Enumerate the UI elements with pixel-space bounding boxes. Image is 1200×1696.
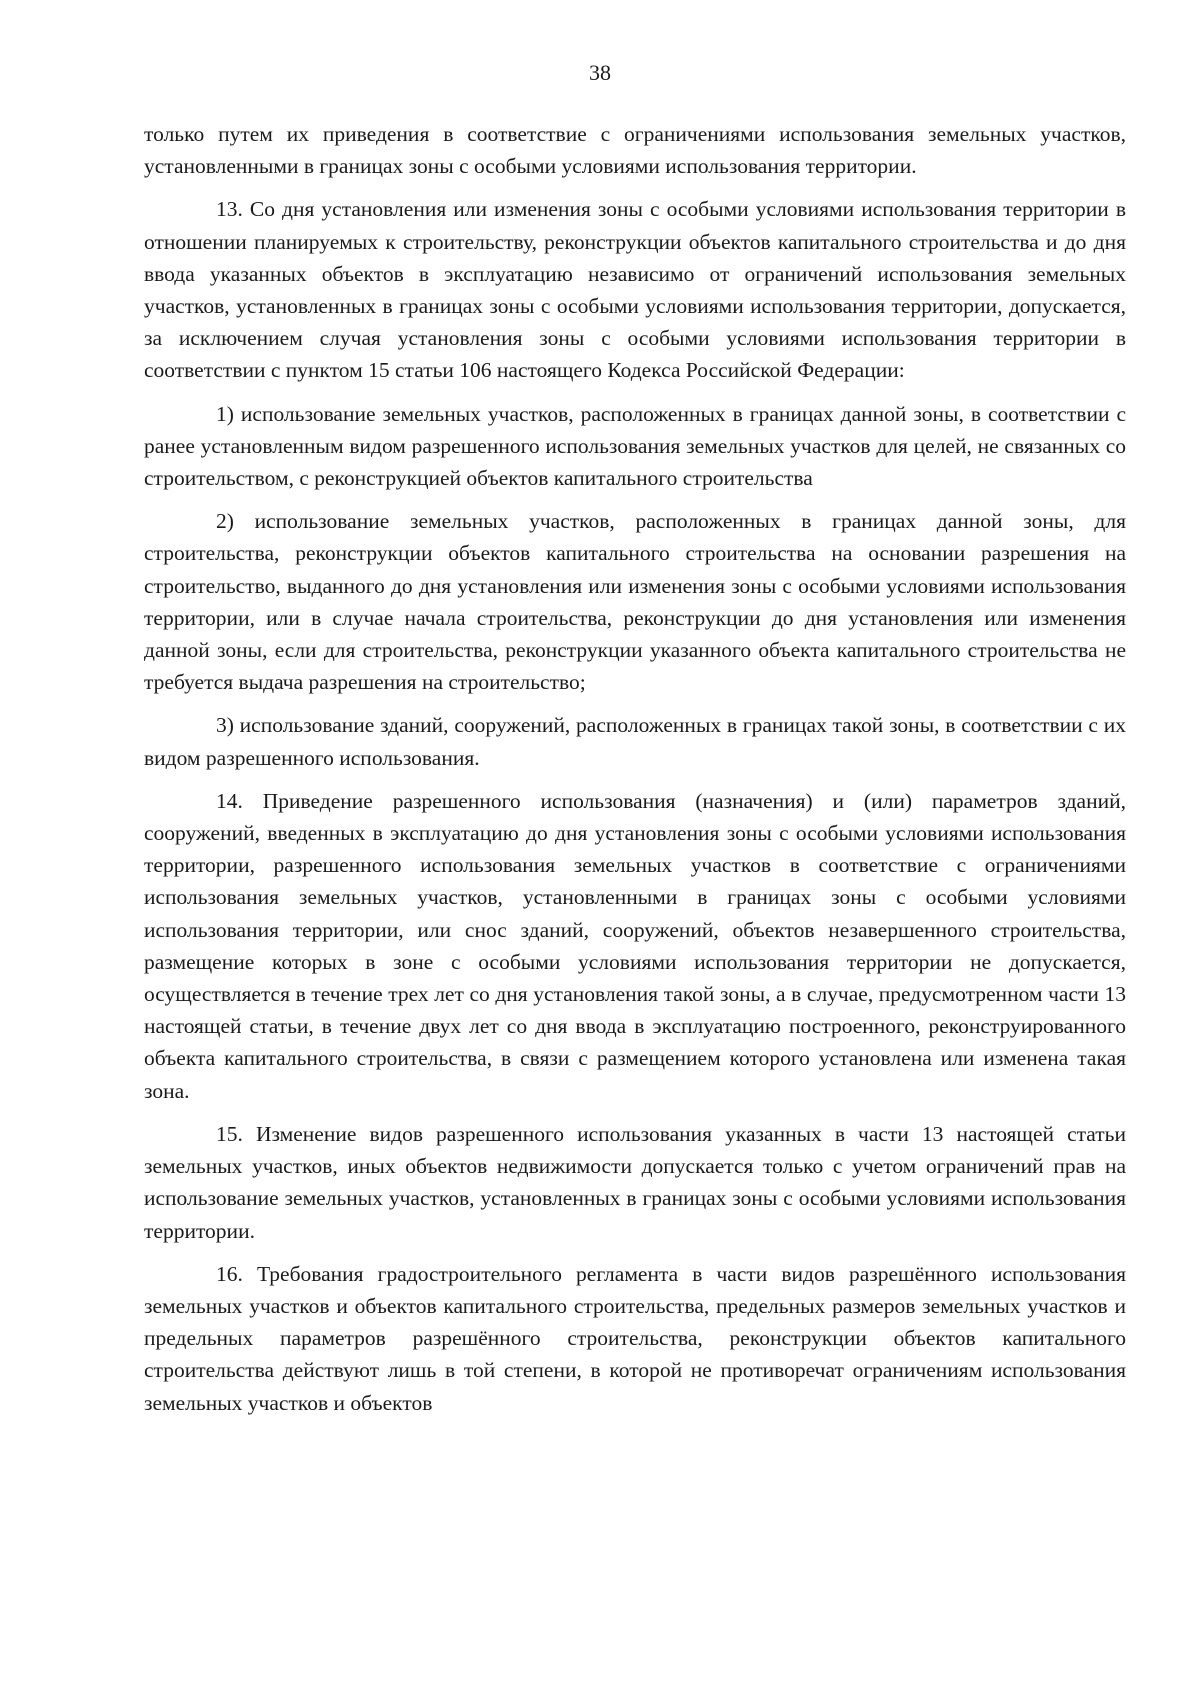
paragraph-item-3: 3) использование зданий, сооружений, расположенных в границах такой зоны, в соответствии с их видом разрешенного использования. [144, 713, 1126, 770]
paragraph-clause-15: 15. Изменение видов разрешенного использования указанных в части 13 настоящей статьи земельных участков, иных объектов недвижимости допускается только с учетом ограничений прав на использование земельных участков, установленных в границах зоны с особыми условиями использования территории. [144, 1121, 1126, 1243]
paragraph-clause-16: 16. Требования градостроительного регламента в части видов разрешённого использования земельных участков и объектов капитального строительства, предельных размеров земельных участков и предельных параметров разрешённого строительства, реконструкции объектов капитального строительства действуют лишь в той степени, в которой не противоречат ограничениям использования земельных участков и объектов [144, 1261, 1126, 1415]
paragraph-clause-13: 13. Со дня установления или изменения зоны с особыми условиями использования территории в отношении планируемых к строительству, реконструкции объектов капитального строительства и до дня ввода указанных объектов в эксплуатацию независимо от ограничений использования земельных участков, установленных в границах зоны с особыми условиями использования территории, допускается, за исключением случая установления зоны с особыми условиями использования территории в соответствии с пунктом 15 статьи 106 настоящего Кодекса Российской Федерации: [144, 197, 1126, 383]
paragraph-item-2: 2) использование земельных участков, расположенных в границах данной зоны, для строительства, реконструкции объектов капитального строительства на основании разрешения на строительство, выданного до дня установления или изменения зоны с особыми условиями использования территории, или в случае начала строительства, реконструкции до дня установления или изменения данной зоны, если для строительства, реконструкции указанного объекта капитального строительства не требуется выдача разрешения на строительство; [144, 509, 1126, 695]
paragraph-continuation: только путем их приведения в соответствие с ограничениями использования земельных участков, установленными в границах зоны с особыми условиями использования территории. [144, 122, 1126, 179]
document-body [144, 118, 1126, 1419]
paragraph-clause-14: 14. Приведение разрешенного использования (назначения) и (или) параметров зданий, сооружений, введенных в эксплуатацию до дня установления зоны с особыми условиями использования территории, разрешенного использования земельных участков в соответствие с ограничениями использования земельных участков, установленными в границах зоны с особыми условиями использования территории, или снос зданий, сооружений, объектов незавершенного строительства, размещение которых в зоне с особыми условиями использования территории не допускается, осуществляется в течение трех лет со дня установления такой зоны, а в случае, предусмотренном части 13 настоящей статьи, в течение двух лет со дня ввода в эксплуатацию построенного, реконструированного объекта капитального строительства, в связи с размещением которого установлена или изменена такая зона. [144, 788, 1126, 1103]
paragraph-item-1: 1) использование земельных участков, расположенных в границах данной зоны, в соответствии с ранее установленным видом разрешенного использования земельных участков для целей, не связанных со строительством, с реконструкцией объектов капитального строительства [144, 401, 1126, 491]
page-number: 38 [589, 60, 611, 85]
